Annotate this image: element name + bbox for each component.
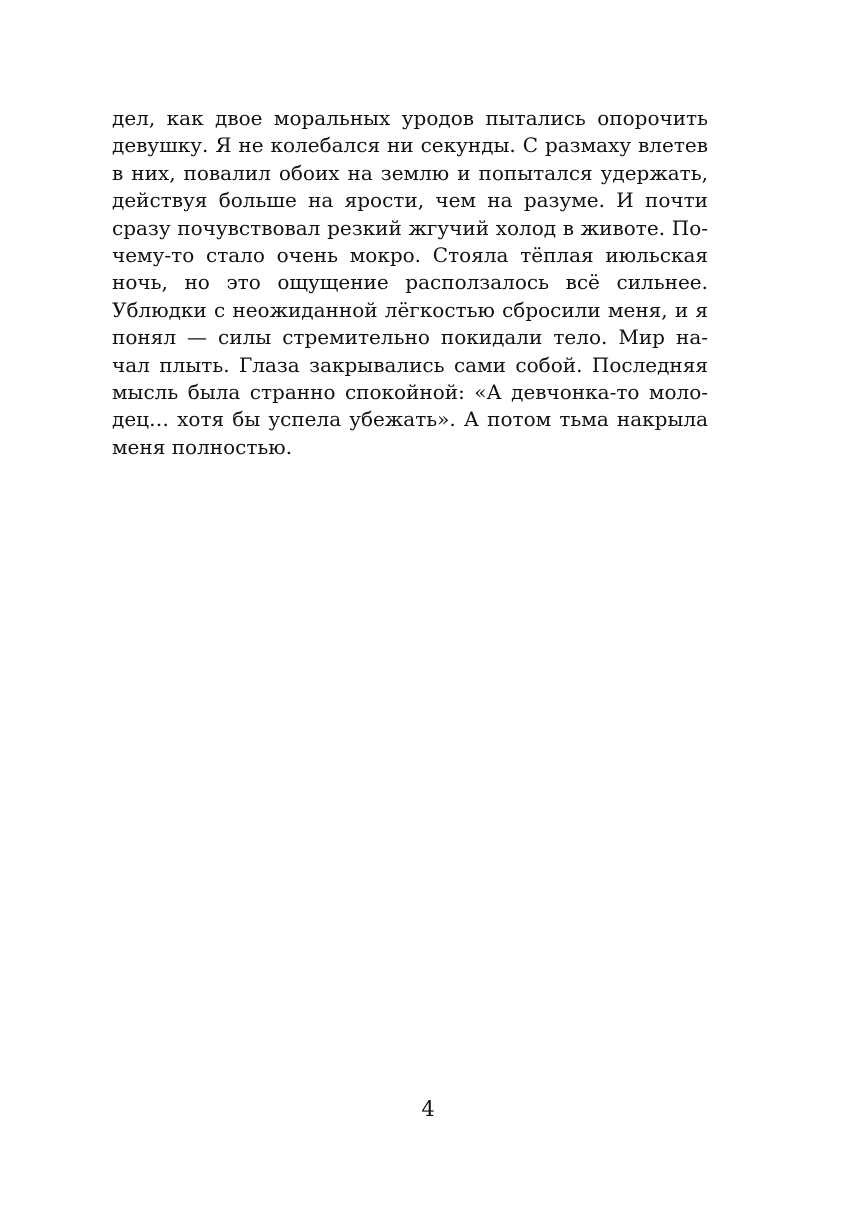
text-line-last: меня полностью. [112,434,293,459]
text-line: дец… хотя бы успела убежать». А потом тьма накрыла [112,407,708,432]
text-line: сразу почувствовал резкий жгучий холод в животе. По- [112,215,708,240]
text-line: девушку. Я не колебался ни секунды. С размаху влетев [112,133,708,158]
text-line: ночь, но это ощущение расползалось всё сильнее. [112,270,708,295]
text-line: в них, повалил обоих на землю и попытался удержать, [112,160,708,185]
page-number: 4 [421,1097,435,1121]
text-line: дел, как двое моральных уродов пытались опорочить [112,106,708,130]
text-line: действуя больше на ярости, чем на разуме. И почти [112,188,708,213]
text-line: чал плыть. Глаза закрывались сами собой. Последняя [112,352,708,377]
text-line: Ублюдки с неожиданной лёгкостью сбросили меня, и я [112,297,708,322]
text-line: мысль была странно спокойной: «А девчонка-то моло- [112,379,708,404]
text-line: понял — силы стремительно покидали тело. Мир на- [112,325,708,350]
text-line: чему-то стало очень мокро. Стояла тёплая июльская [112,242,708,267]
body-text [112,105,708,461]
